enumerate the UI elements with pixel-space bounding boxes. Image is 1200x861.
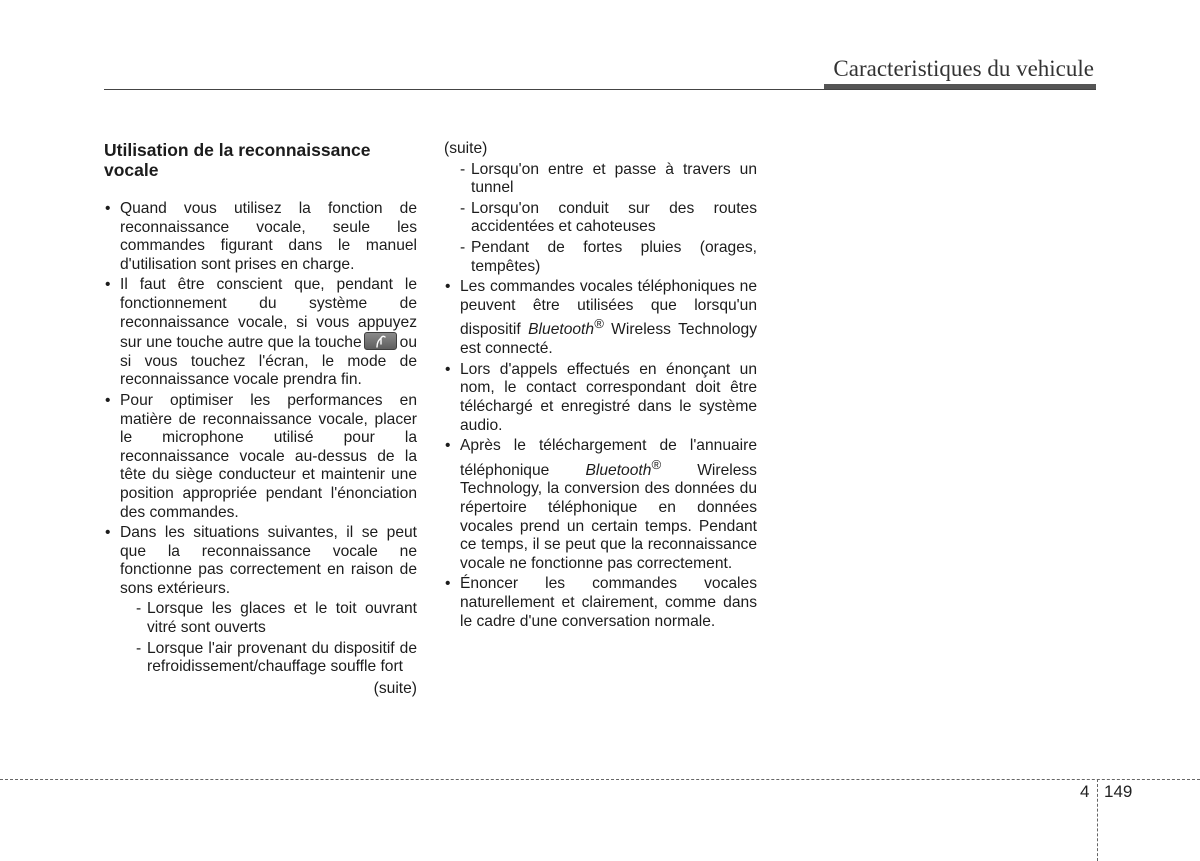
footer-vertical-rule	[1097, 779, 1098, 861]
list-item	[444, 437, 757, 573]
header-title: Caracteristiques du vehicule	[833, 56, 1094, 81]
bullet-text: Dans les situations suivantes, il se peut que la reconnaissance vocale ne fonctionne pas correctement en raison de sons extérieurs.	[120, 524, 417, 597]
list-item	[104, 276, 417, 390]
list-item: - Pendant de fortes pluies (orages, tempêtes)	[444, 239, 757, 276]
list-item: - Lorsqu'on conduit sur des routes accidentées et cahoteuses	[444, 200, 757, 237]
list-item	[444, 278, 757, 359]
bullet-text: Les commandes vocales téléphoniques ne peuvent être utilisées que lorsqu'un dispositif	[460, 278, 757, 339]
section-heading: Utilisation de la reconnaissance vocale	[104, 140, 371, 180]
bullet-text: Wireless Technology est connecté.	[460, 321, 757, 358]
continued-label: (suite)	[444, 140, 488, 157]
bullet-text: ou si vous touchez l'écran, le mode de reconnaissance vocale prendra fin.	[120, 334, 417, 389]
left-bullet-list	[104, 200, 417, 677]
left-dash-list	[120, 600, 417, 676]
list-item	[104, 200, 417, 274]
bullet-text: Quand vous utilisez la fonction de reconnaissance vocale, seule les commandes figurant dans le manuel d'utilisation sont prises en charge.	[120, 200, 417, 273]
list-item: - Lorsque l'air provenant du dispositif de refroidissement/chauffage souffle fort	[120, 640, 417, 677]
right-bullet-list	[444, 278, 757, 631]
bullet-text: Il faut être conscient que, pendant le fonctionnement du système de reconnaissance vocale, si vous appuyez sur une touche autre que la touche	[120, 276, 417, 352]
page-number: 149	[1104, 782, 1133, 801]
registered-mark: ®	[594, 316, 604, 332]
list-item: - Lorsqu'on entre et passe à travers un tunnel	[444, 161, 757, 198]
bullet-text: Énoncer les commandes vocales naturellement et clairement, comme dans le cadre d'une conversation normale.	[460, 575, 757, 630]
bluetooth-word: Bluetooth	[528, 321, 595, 339]
bullet-text: Lors d'appels effectués en énonçant un nom, le contact correspondant doit être téléchargé et enregistré dans le système audio.	[460, 360, 757, 434]
continued-label: (suite)	[373, 679, 417, 697]
right-dash-list	[444, 161, 757, 277]
footer-rule	[0, 779, 1200, 780]
chapter-number: 4	[1080, 782, 1090, 801]
voice-talk-key-icon	[364, 332, 397, 350]
left-column	[104, 140, 417, 698]
right-column	[444, 140, 757, 633]
list-item	[104, 392, 417, 522]
header-rule	[104, 89, 1096, 90]
bullet-text: Pour optimiser les performances en matière de reconnaissance vocale, placer le microphone utilisé pour la reconnaissance vocale au-dessus de la tête du siège conducteur et maintenir une position appropriée pendant l'énonciation des commandes.	[120, 391, 417, 521]
bullet-text: Wireless Technology, la conversion des données du répertoire téléphonique en données vocales prend un certain temps. Pendant ce temps, il se peut que la reconnaissance vocale ne fonctionne pas correctement.	[460, 461, 757, 572]
registered-mark: ®	[651, 456, 662, 472]
list-item	[444, 575, 757, 631]
list-item	[444, 361, 757, 435]
list-item: - Lorsque les glaces et le toit ouvrant vitré sont ouverts	[120, 600, 417, 637]
bullet-text: Après le téléchargement de l'annuaire téléphonique	[460, 437, 757, 479]
list-item	[104, 524, 417, 677]
bluetooth-word: Bluetooth	[585, 461, 652, 479]
